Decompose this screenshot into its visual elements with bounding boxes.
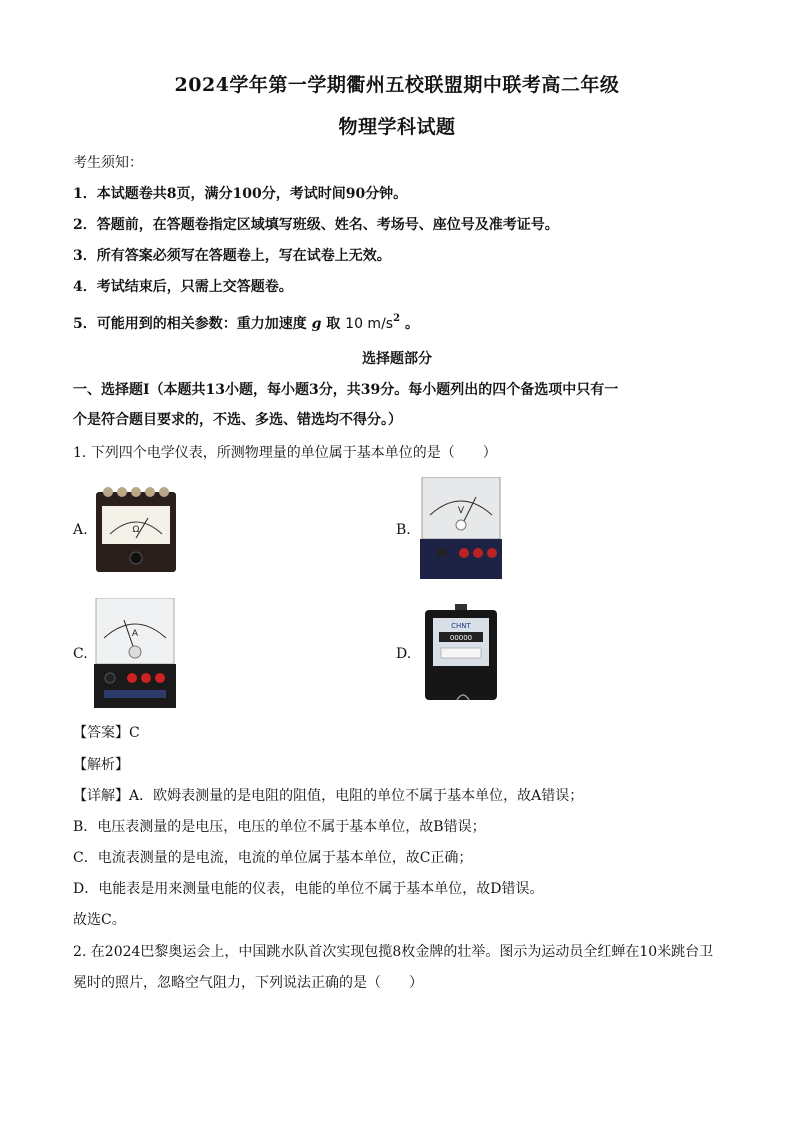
q1-option-c-label: C. [73,646,88,662]
notice-item-5 [73,313,419,333]
q2-stem-line-1: 2. 在2024巴黎奥运会上，中国跳水队首次实现包揽8枚金牌的壮举。图示为运动员全红蝉在10米跳台卫 [73,944,714,960]
q1-detail-line-3: C．电流表测量的是电流，电流的单位属于基本单位，故C正确； [73,850,473,866]
ohmmeter-image [96,484,176,576]
notice-heading: 考生须知： [73,155,143,171]
ammeter-image [94,598,176,712]
q2-stem-line-2: 冕时的照片，忽略空气阻力，下列说法正确的是（ ） [73,975,423,991]
voltmeter-symbol: V [457,506,465,516]
exam-subtitle: 物理学科试题 [338,116,456,138]
energy-meter-reading: 00000 [449,634,473,642]
q1-stem: 1. 下列四个电学仪表，所测物理量的单位属于基本单位的是（ ） [73,445,497,461]
q1-analysis-heading: 【解析】 [73,757,129,773]
q1-option-b-label: B. [396,522,411,538]
q1-detail-line-1: 【详解】A．欧姆表测量的是电阻的阻值，电阻的单位不属于基本单位，故A错误； [73,788,584,804]
notice-item-1: 1．本试题卷共8页，满分100分，考试时间90分钟。 [73,186,408,202]
q1-option-a-label: A. [73,522,88,538]
q1-conclusion: 故选C。 [73,912,126,928]
section-title: 选择题部分 [362,351,432,367]
notice-item-5-mid: 取 [326,316,341,332]
energy-meter-brand: CHNT [451,622,471,630]
ohmmeter-symbol: Ω [132,525,140,535]
gravity-value: 10 m/s [345,316,394,332]
q1-answer: 【答案】C [73,725,140,741]
q1-detail-line-4: D．电能表是用来测量电能的仪表，电能的单位不属于基本单位，故D错误。 [73,881,544,897]
q1-option-d-label: D. [396,646,412,662]
notice-item-4: 4．考试结束后，只需上交答题卷。 [73,279,293,295]
ammeter-symbol: A [131,629,139,639]
q1-detail-line-2: B．电压表测量的是电压，电压的单位不属于基本单位，故B错误； [73,819,486,835]
gravity-symbol: g [311,316,322,332]
notice-item-3: 3．所有答案必须写在答题卷上，写在试卷上无效。 [73,248,391,264]
voltmeter-image [420,477,502,583]
notice-item-5-end: 。 [404,316,419,332]
part-instruction-line-1: 一、选择题Ⅰ（本题共13小题，每小题3分，共39分。每小题列出的四个备选项中只有一 [73,382,619,398]
energy-meter-image [423,604,499,708]
gravity-exponent: 2 [393,313,401,324]
exam-title: 2024学年第一学期衢州五校联盟期中联考高二年级 [174,74,620,96]
notice-item-5-prefix: 5．可能用到的相关参数：重力加速度 [73,316,307,332]
notice-item-2: 2．答题前，在答题卷指定区域填写班级、姓名、考场号、座位号及准考证号。 [73,217,559,233]
part-instruction-line-2: 个是符合题目要求的，不选、多选、错选均不得分。） [73,412,402,428]
